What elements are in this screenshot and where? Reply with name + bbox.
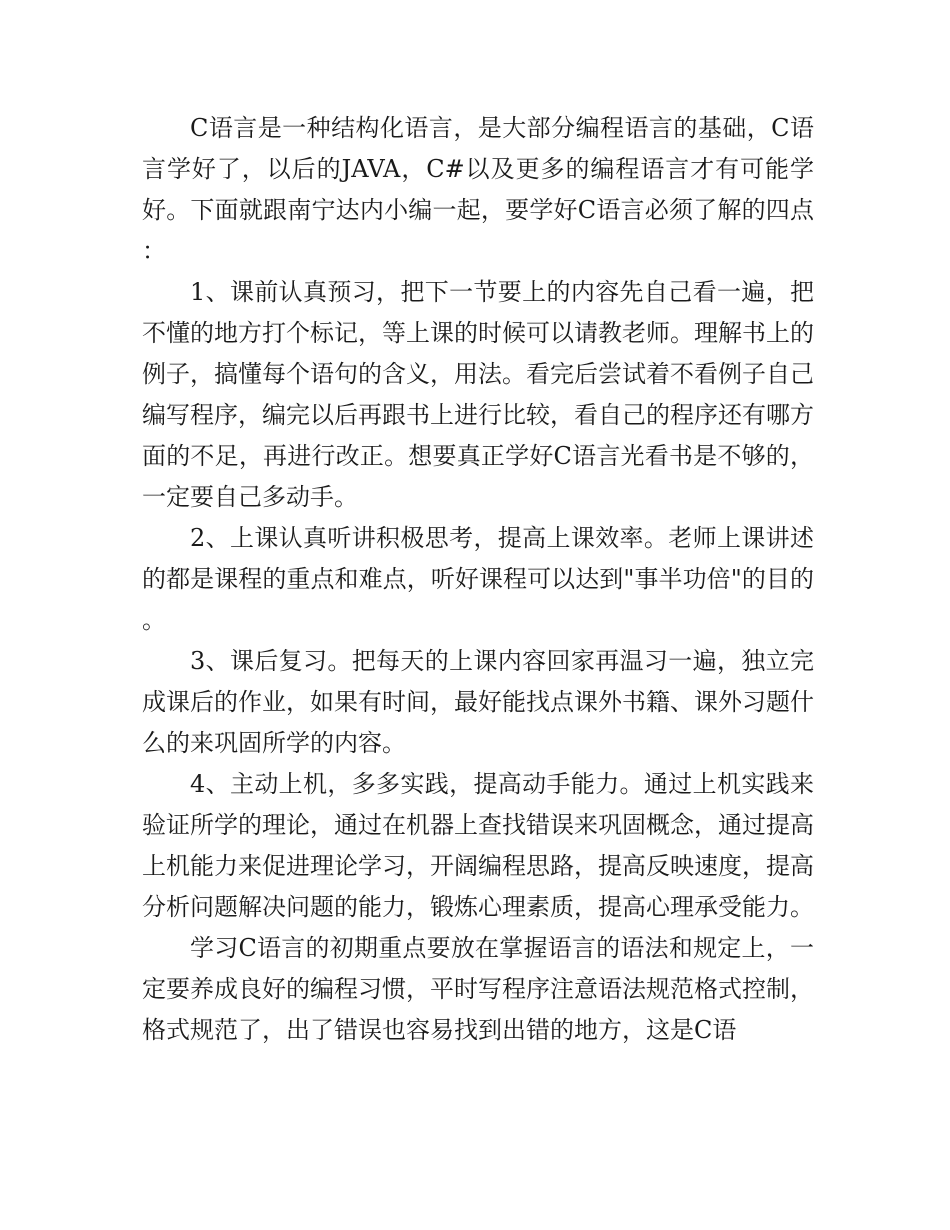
tip-1-paragraph: 1、课前认真预习，把下一节要上的内容先自己看一遍，把不懂的地方打个标记，等上课的时候可以请教老师。理解书上的例子，搞懂每个语句的含义，用法。看完后尝试着不看例子自己编写程序，编完以后再跟书上进行比较，看自己的程序还有哪方面的不足，再进行改正。想要真正学好C语言光看书是不够的，一定要自己多动手。 bbox=[142, 278, 814, 511]
document-body bbox=[142, 108, 814, 1051]
closing-paragraph: 学习C语言的初期重点要放在掌握语言的语法和规定上，一定要养成良好的编程习惯，平时写程序注意语法规范格式控制，格式规范了，出了错误也容易找到出错的地方，这是C语 bbox=[142, 934, 814, 1044]
tip-4-paragraph: 4、主动上机，多多实践，提高动手能力。通过上机实践来验证所学的理论，通过在机器上查找错误来巩固概念，通过提高上机能力来促进理论学习，开阔编程思路，提高反映速度，提高分析问题解决问题的能力，锻炼心理素质，提高心理承受能力。 bbox=[142, 770, 814, 921]
tip-3-paragraph: 3、课后复习。把每天的上课内容回家再温习一遍，独立完成课后的作业，如果有时间，最好能找点课外书籍、课外习题什么的来巩固所学的内容。 bbox=[142, 647, 814, 757]
tip-2-paragraph: 2、上课认真听讲积极思考，提高上课效率。老师上课讲述的都是课程的重点和难点，听好课程可以达到"事半功倍"的目的。 bbox=[142, 524, 814, 634]
intro-paragraph: C语言是一种结构化语言，是大部分编程语言的基础，C语言学好了，以后的JAVA，C#以及更多的编程语言才有可能学好。下面就跟南宁达内小编一起，要学好C语言必须了解的四点： bbox=[142, 114, 814, 265]
